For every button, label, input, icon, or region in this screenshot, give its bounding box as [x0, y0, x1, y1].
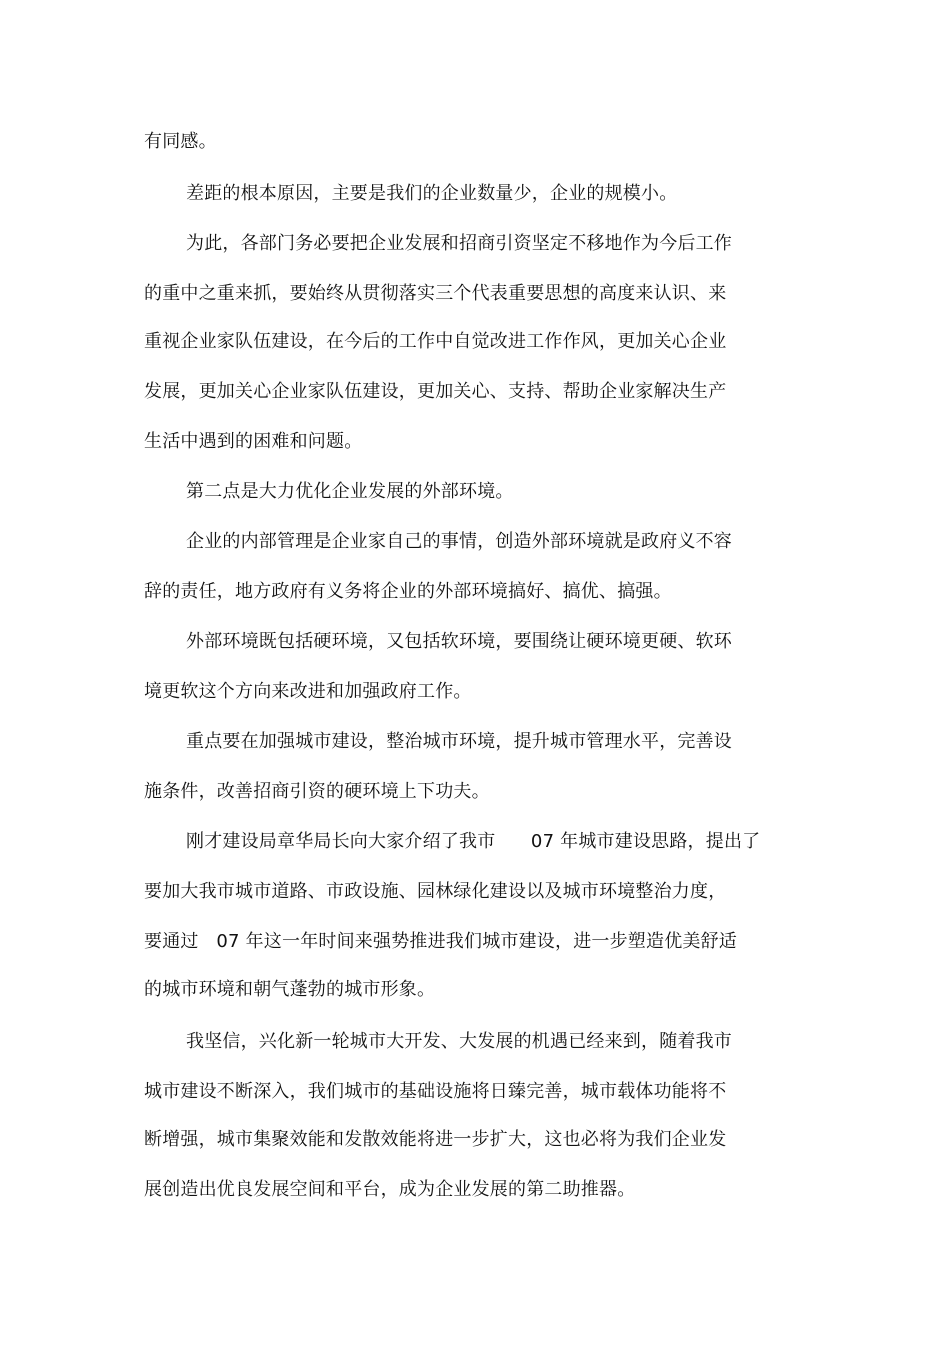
text-line: 境更软这个方向来改进和加强政府工作。	[144, 681, 472, 702]
text-line: 城市建设不断深入，我们城市的基础设施将日臻完善，城市载体功能将不	[144, 1081, 727, 1102]
paragraph-start: 差距的根本原因，主要是我们的企业数量少，企业的规模小。	[186, 183, 678, 204]
text-line: 要通过 07 年这一年时间来强势推进我们城市建设，进一步塑造优美舒适	[144, 931, 737, 952]
text-line: 辞的责任，地方政府有义务将企业的外部环境搞好、搞优、搞强。	[144, 581, 672, 602]
text-line: 展创造出优良发展空间和平台，成为企业发展的第二助推器。	[144, 1179, 636, 1200]
text-line: 重视企业家队伍建设，在今后的工作中自觉改进工作作风，更加关心企业	[144, 331, 727, 352]
text-line: 断增强，城市集聚效能和发散效能将进一步扩大，这也必将为我们企业发	[144, 1129, 727, 1150]
text-line: 生活中遇到的困难和问题。	[144, 431, 363, 452]
paragraph-start: 刚才建设局章华局长向大家介绍了我市 07 年城市建设思路，提出了	[186, 831, 761, 852]
text-line: 发展，更加关心企业家队伍建设，更加关心、支持、帮助企业家解决生产	[144, 381, 727, 402]
paragraph-start: 外部环境既包括硬环境，又包括软环境，要围绕让硬环境更硬、软环	[186, 631, 732, 652]
text-line: 有同感。	[144, 131, 217, 152]
paragraph-start: 企业的内部管理是企业家自己的事情，创造外部环境就是政府义不容	[186, 531, 732, 552]
paragraph-start: 为此，各部门务必要把企业发展和招商引资坚定不移地作为今后工作	[186, 233, 732, 254]
paragraph-start: 重点要在加强城市建设，整治城市环境，提升城市管理水平，完善设	[186, 731, 732, 752]
paragraph-start: 我坚信，兴化新一轮城市大开发、大发展的机遇已经来到，随着我市	[186, 1031, 732, 1052]
paragraph-start: 第二点是大力优化企业发展的外部环境。	[186, 481, 514, 502]
text-line: 的城市环境和朝气蓬勃的城市形象。	[144, 979, 436, 1000]
text-line: 施条件，改善招商引资的硬环境上下功夫。	[144, 781, 490, 802]
text-line: 的重中之重来抓，要始终从贯彻落实三个代表重要思想的高度来认识、来	[144, 283, 727, 304]
text-line: 要加大我市城市道路、市政设施、园林绿化建设以及城市环境整治力度，	[144, 881, 727, 902]
